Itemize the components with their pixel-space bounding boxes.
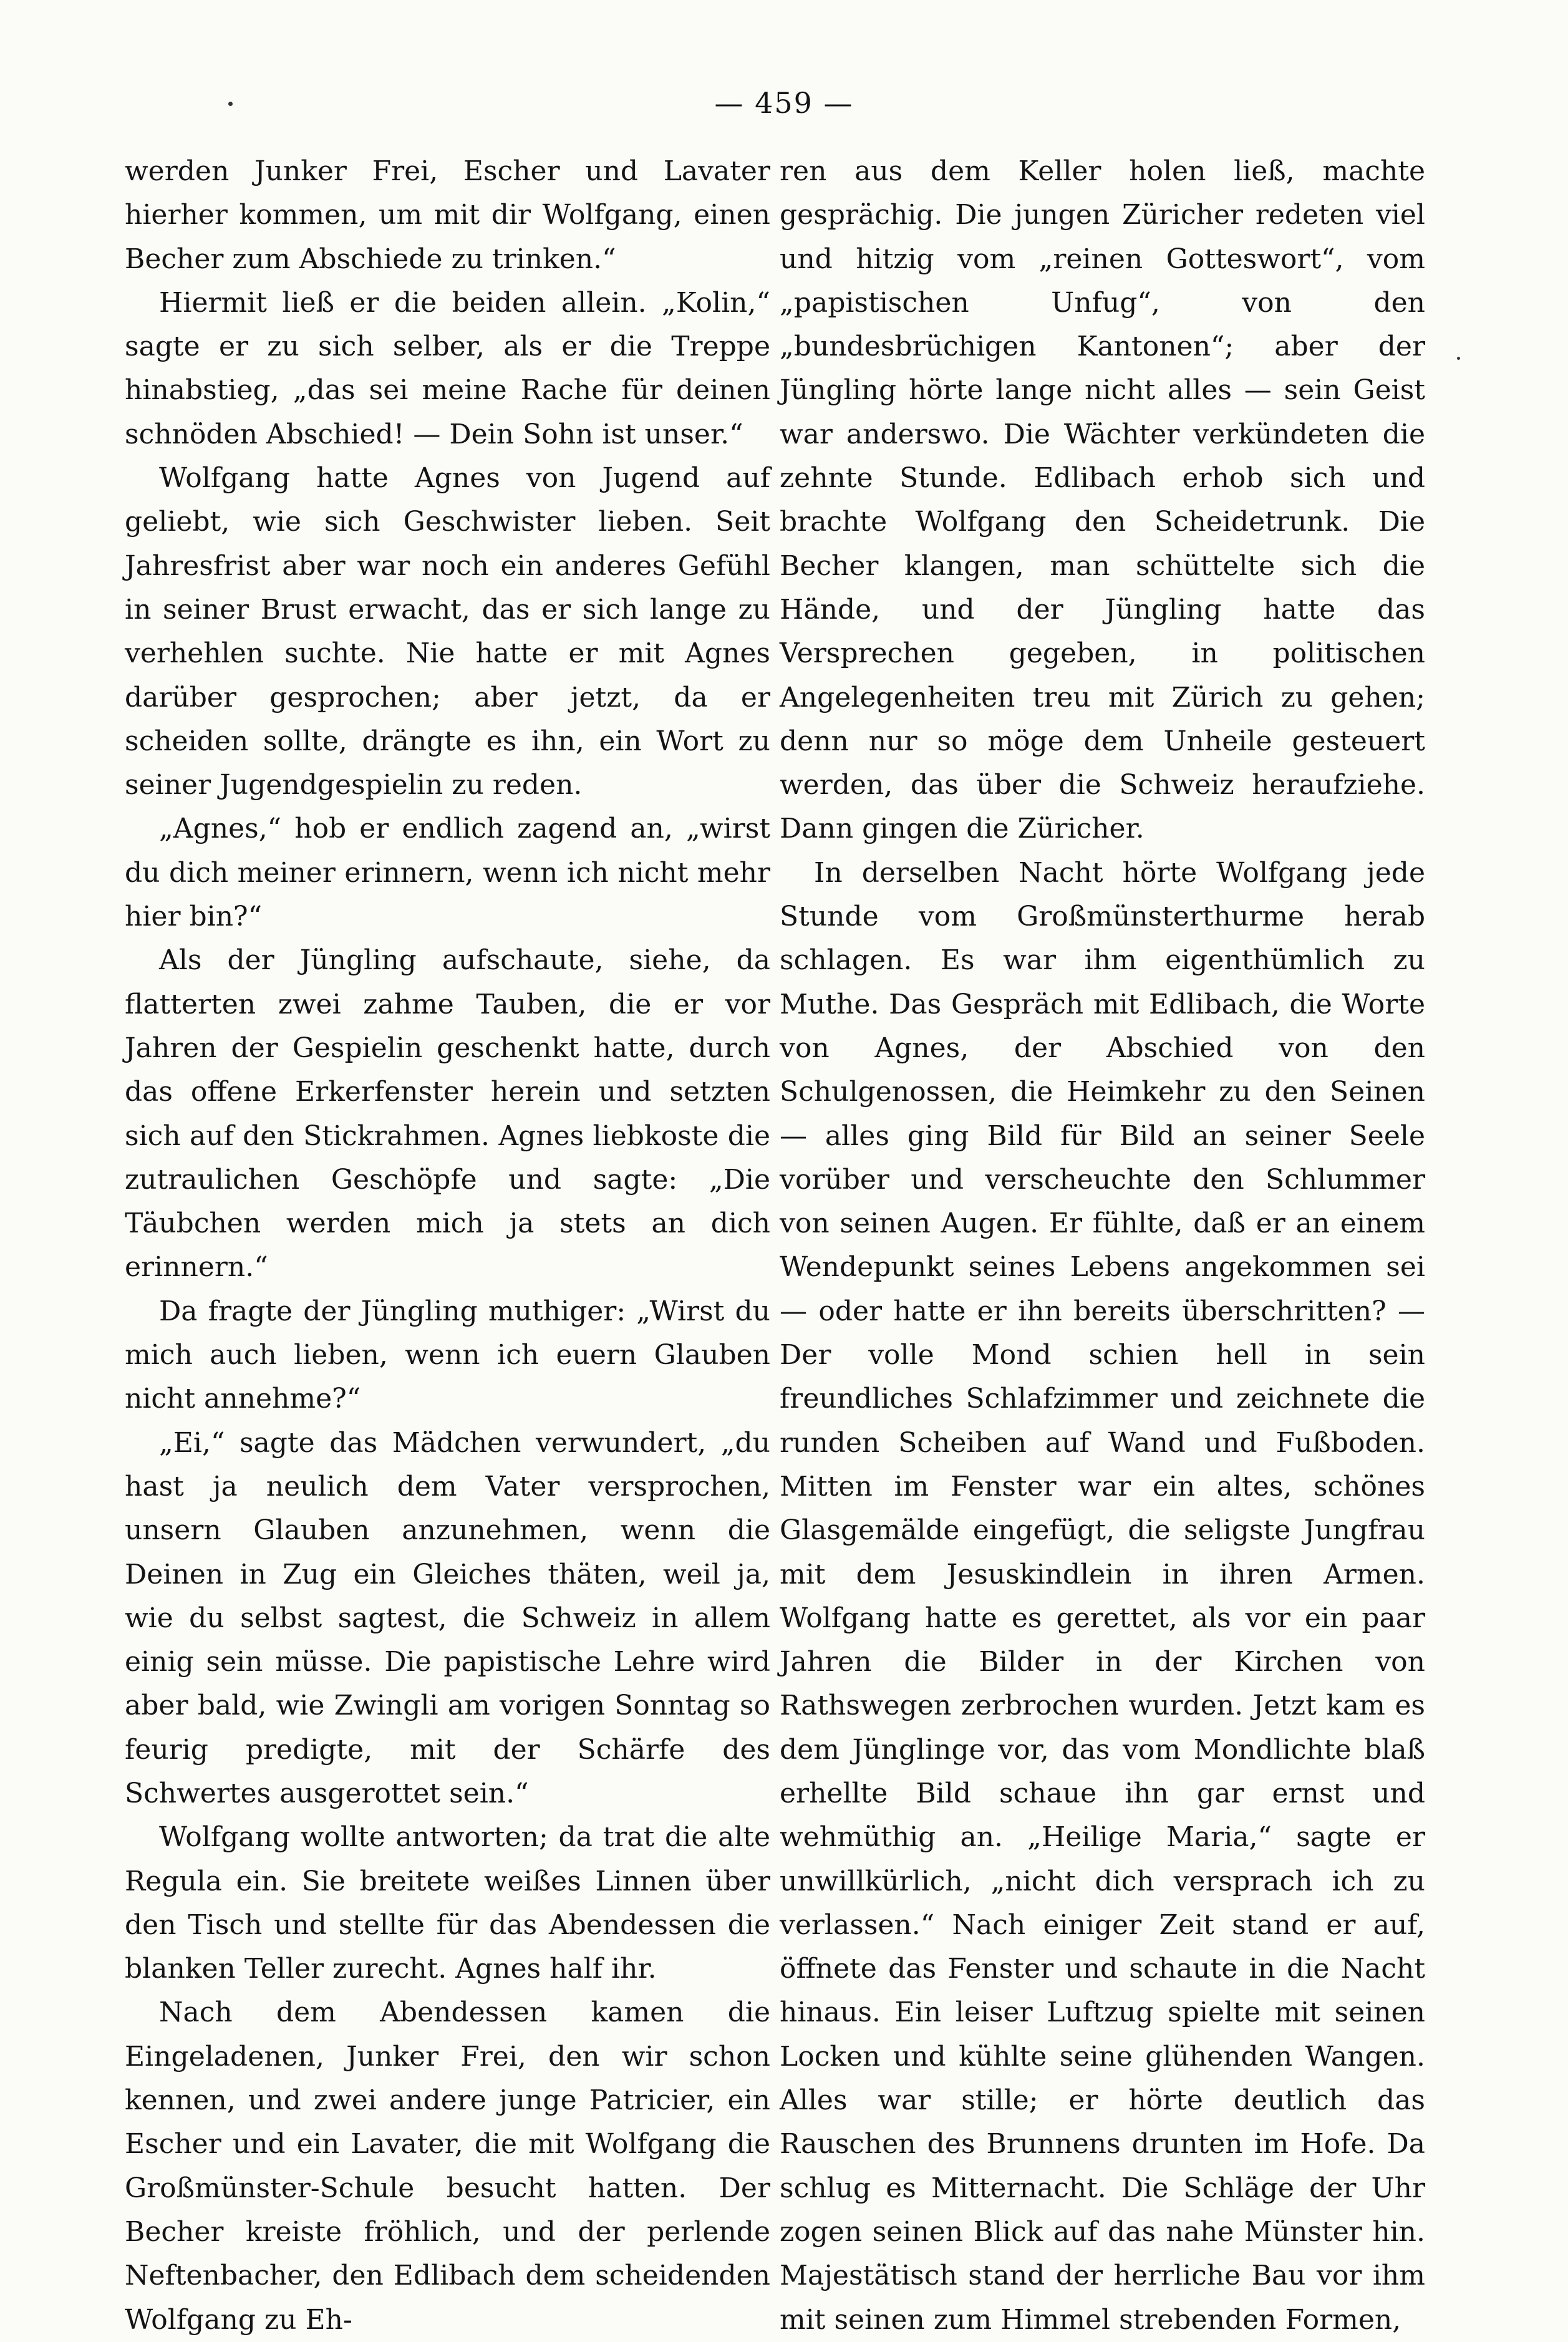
paragraph: Wolfgang hatte Agnes von Jugend auf geliebt, wie sich Geschwister lieben. Seit Jahresfrist aber war noch ein anderes Gefühl in seiner Brust erwacht, das er sich lange zu verhehlen suchte. Nie hatte er mit Agnes darüber gesprochen; aber jetzt, da er scheiden sollte, drängte es ihn, ein Wort zu seiner Jugendgespielin zu reden.: [125, 462, 770, 801]
right-column: [780, 150, 1425, 2342]
left-column: [125, 150, 770, 2342]
paragraph: ren aus dem Keller holen ließ, machte gesprächig. Die jungen Züricher redeten viel und hitzig vom „reinen Gotteswort“, vom „papistischen Unfug“, von den „bundesbrüchigen Kantonen“; aber der Jüngling hörte lange nicht alles — sein Geist war anderswo. Die Wächter verkündeten die zehnte Stunde. Edlibach erhob sich und brachte Wolfgang den Scheidetrunk. Die Becher klangen, man schüttelte sich die Hände, und der Jüngling hatte das Versprechen gegeben, in politischen Angelegenheiten treu mit Zürich zu gehen; denn nur so möge dem Unheile gesteuert werden, das über die Schweiz heraufziehe. Dann gingen die Züricher.: [780, 155, 1425, 845]
paragraph: Als der Jüngling aufschaute, siehe, da flatterten zwei zahme Tauben, die er vor Jahren der Gespielin geschenkt hatte, durch das offene Erkerfenster herein und setzten sich auf den Stickrahmen. Agnes liebkoste die zutraulichen Geschöpfe und sagte: „Die Täubchen werden mich ja stets an dich erinnern.“: [125, 944, 770, 1284]
paragraph: Wolfgang wollte antworten; da trat die alte Regula ein. Sie breitete weißes Linnen über den Tisch und stellte für das Abendessen die blanken Teller zurecht. Agnes half ihr.: [125, 1821, 770, 1985]
paragraph: Nach dem Abendessen kamen die Eingeladenen, Junker Frei, den wir schon kennen, und zwei andere junge Patricier, ein Escher und ein Lavater, die mit Wolfgang die Großmünster-Schule besucht hatten. Der Becher kreiste fröhlich, und der perlende Neftenbacher, den Edlibach dem scheidenden Wolfgang zu Eh-: [125, 1996, 770, 2336]
paragraph: Da fragte der Jüngling muthiger: „Wirst du mich auch lieben, wenn ich euern Glauben nicht annehme?“: [125, 1295, 770, 1415]
paragraph: werden Junker Frei, Escher und Lavater hierher kommen, um mit dir Wolfgang, einen Becher zum Abschiede zu trinken.“: [125, 155, 770, 275]
margin-speck: [1457, 357, 1460, 360]
paragraph: „Agnes,“ hob er endlich zagend an, „wirst du dich meiner erinnern, wenn ich nicht mehr hier bin?“: [125, 813, 770, 933]
page-number: — 459 —: [714, 86, 854, 120]
paragraph: Hiermit ließ er die beiden allein. „Kolin,“ sagte er zu sich selber, als er die Treppe hinabstieg, „das sei meine Rache für deinen schnöden Abschied! — Dein Sohn ist unser.“: [125, 286, 770, 450]
paragraph: In derselben Nacht hörte Wolfgang jede Stunde vom Großmünsterthurme herab schlagen. Es war ihm eigenthümlich zu Muthe. Das Gespräch mit Edlibach, die Worte von Agnes, der Abschied von den Schulgenossen, die Heimkehr zu den Seinen — alles ging Bild für Bild an seiner Seele vorüber und verscheuchte den Schlummer von seinen Augen. Er fühlte, daß er an einem Wendepunkt seines Lebens angekommen sei — oder hatte er ihn bereits überschritten? — Der volle Mond schien hell in sein freundliches Schlafzimmer und zeichnete die runden Scheiben auf Wand und Fußboden. Mitten im Fenster war ein altes, schönes Glasgemälde eingefügt, die seligste Jungfrau mit dem Jesuskindlein in ihren Armen. Wolfgang hatte es gerettet, als vor ein paar Jahren die Bilder in der Kirchen von Rathswegen zerbrochen wurden. Jetzt kam es dem Jünglinge vor, das vom Mondlichte blaß erhellte Bild schaue ihn gar ernst und wehmüthig an. „Heilige Maria,“ sagte er unwillkürlich, „nicht dich versprach ich zu verlassen.“ Nach einiger Zeit stand er auf, öffnete das Fenster und schaute in die Nacht hinaus. Ein leiser Luftzug spielte mit seinen Locken und kühlte seine glühenden Wangen. Alles war stille; er hörte deutlich das Rauschen des Brunnens drunten im Hofe. Da schlug es Mitternacht. Die Schläge der Uhr zogen seinen Blick auf das nahe Münster hin. Majestätisch stand der herrliche Bau vor ihm mit seinen zum Himmel strebenden Formen,: [780, 856, 1425, 2336]
paragraph: „Ei,“ sagte das Mädchen verwundert, „du hast ja neulich dem Vater versprochen, unsern Glauben anzunehmen, wenn die Deinen in Zug ein Gleiches thäten, weil ja, wie du selbst sagtest, die Schweiz in allem einig sein müsse. Die papistische Lehre wird aber bald, wie Zwingli am vorigen Sonntag so feurig predigte, mit der Schärfe des Schwertes ausgerottet sein.“: [125, 1426, 770, 1809]
